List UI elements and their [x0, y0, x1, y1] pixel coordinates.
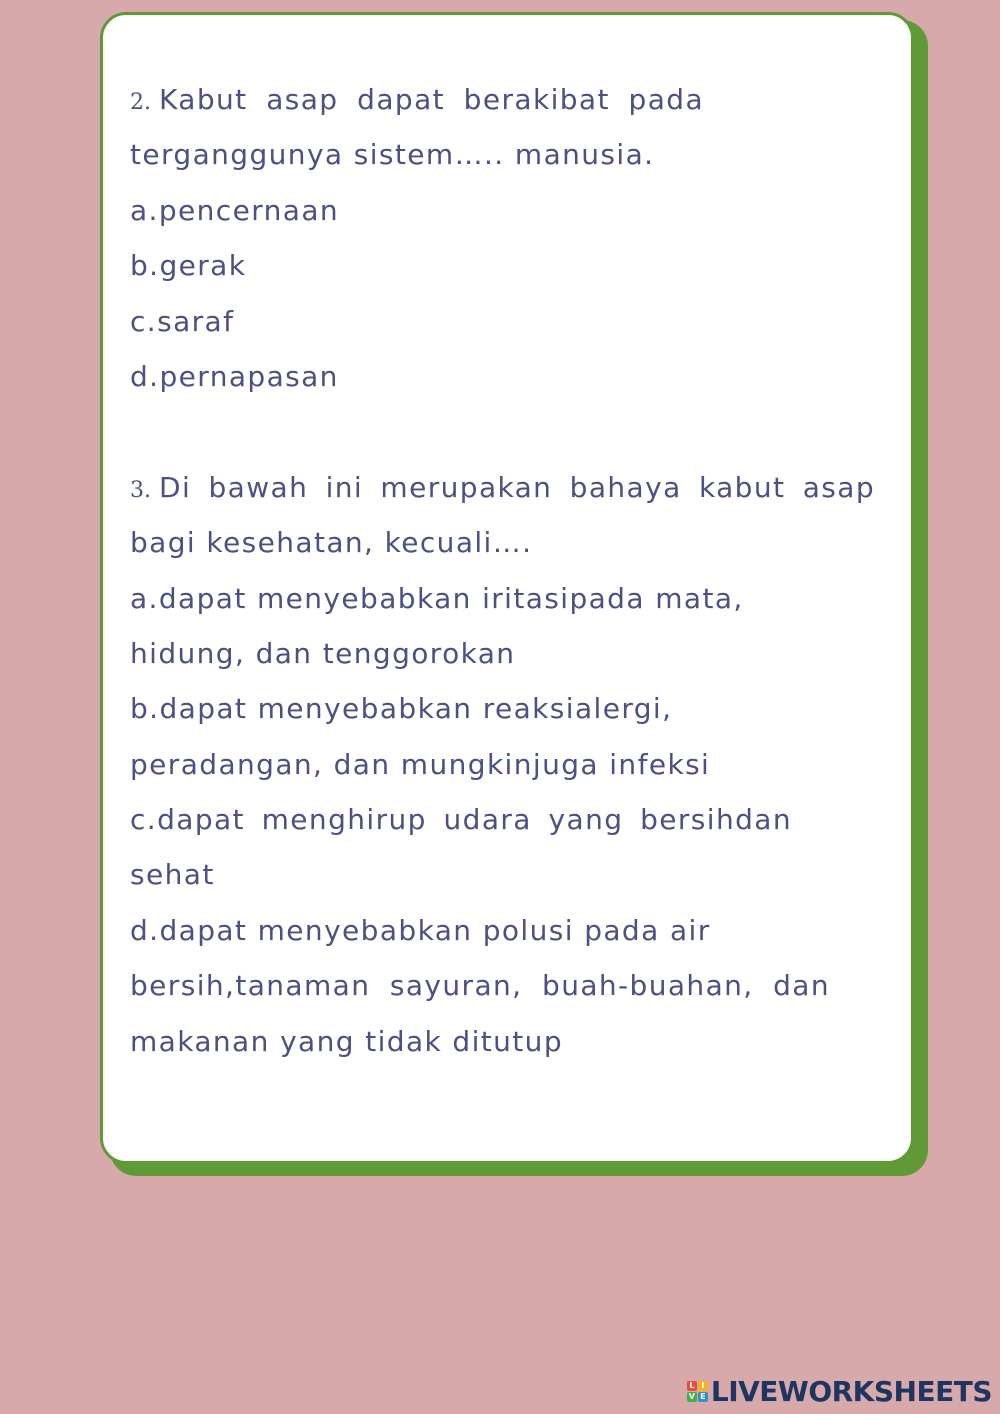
question-2-text-1: Kabut asap dapat berakibat pada [159, 83, 704, 116]
question-3-line-2: bagi kesehatan, kecuali…. [130, 526, 533, 560]
question-3-option-b-line-1[interactable]: b.dapat menyebabkan reaksialergi, [130, 692, 673, 726]
question-2-option-d[interactable]: d.pernapasan [130, 359, 339, 393]
logo-letter-i: I [698, 1381, 708, 1391]
worksheet-content [130, 72, 875, 1069]
question-2-line-1 [130, 72, 704, 127]
question-3-option-a-line-2: hidung, dan tenggorokan [130, 636, 516, 670]
question-2-line-2: terganggunya sistem….. manusia. [130, 138, 655, 172]
logo-letter-l: L [687, 1381, 697, 1391]
question-2-number: 2. [130, 90, 151, 115]
logo-mark-icon [687, 1381, 708, 1402]
question-3-line-1 [130, 460, 875, 515]
question-2-option-a[interactable]: a.pencernaan [130, 193, 340, 227]
logo-letter-e: E [698, 1392, 708, 1402]
question-2-option-b[interactable]: b.gerak [130, 249, 247, 283]
question-3-option-c-line-2: sehat [130, 858, 215, 892]
question-3-option-d-line-1[interactable]: d.dapat menyebabkan polusi pada air [130, 913, 711, 947]
question-3-number: 3. [130, 477, 151, 503]
question-3-option-a-line-1[interactable]: a.dapat menyebabkan iritasipada mata, [130, 581, 744, 615]
logo-text: LIVEWORKSHEETS [710, 1375, 992, 1408]
logo-letter-v: V [688, 1392, 695, 1401]
liveworksheets-logo [687, 1375, 992, 1408]
question-3-option-b-line-2: peradangan, dan mungkinjuga infeksi [130, 747, 711, 781]
question-3-text-1: Di bawah ini merupakan bahaya kabut asap [159, 470, 875, 504]
question-3-option-d-line-3: makanan yang tidak ditutup [130, 1024, 563, 1058]
question-3-option-d-line-2: bersih,tanaman sayuran, buah-buahan, dan [130, 969, 830, 1003]
question-2-option-c[interactable]: c.saraf [130, 304, 235, 338]
question-3-option-c-line-1[interactable]: c.dapat menghirup udara yang bersihdan [130, 803, 792, 837]
question-gap [130, 404, 875, 459]
